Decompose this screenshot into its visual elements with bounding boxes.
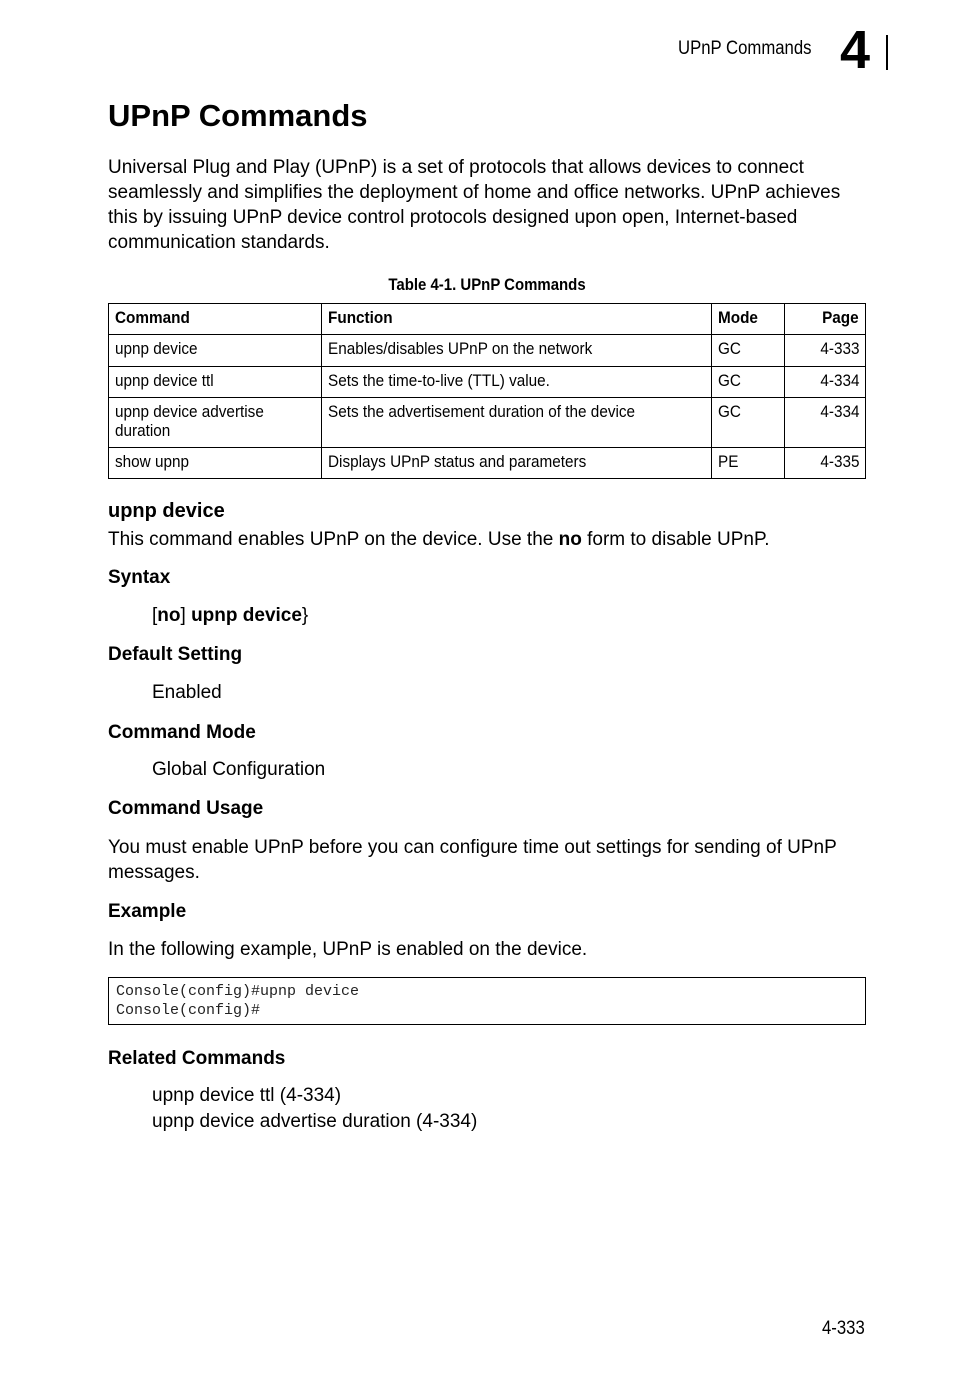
cell-command: upnp device ttl — [109, 367, 322, 398]
command-mode-heading: Command Mode — [108, 722, 256, 743]
table-row — [109, 398, 866, 448]
col-header-function: Function — [322, 304, 712, 335]
intro-paragraph: Universal Plug and Play (UPnP) is a set of protocols that allows devices to connect seamlessly and simplifies the deployment of home and office networks. UPnP achieves this by issuing UPnP device control protocols designed upon open, Internet-based communication standards. — [108, 157, 841, 253]
related-command-item: upnp device advertise duration (4-334) — [152, 1111, 478, 1132]
col-header-page: Page — [785, 304, 866, 335]
chapter-rule — [886, 35, 888, 70]
table-row — [109, 335, 866, 367]
table-header-row — [109, 304, 866, 335]
related-command-item: upnp device ttl (4-334) — [152, 1085, 342, 1106]
header-section-title: UPnP Commands — [678, 38, 812, 59]
example-intro: In the following example, UPnP is enabled on the device. — [108, 939, 588, 960]
command-description: This command enables UPnP on the device. Use the no form to disable UPnP. — [108, 529, 770, 550]
table-caption: Table 4-1. UPnP Commands — [388, 275, 586, 294]
default-setting-heading: Default Setting — [108, 644, 243, 665]
cell-mode: PE — [712, 448, 785, 479]
table-row — [109, 448, 866, 479]
example-code-block — [108, 977, 866, 1025]
example-heading: Example — [108, 901, 187, 922]
cell-command: show upnp — [109, 448, 322, 479]
cell-mode: GC — [712, 335, 785, 367]
commands-table — [108, 303, 866, 479]
cell-mode: GC — [712, 398, 785, 448]
cell-page: 4-334 — [785, 398, 866, 448]
cell-page: 4-335 — [785, 448, 866, 479]
code-line: Console(config)# — [116, 1002, 261, 1019]
cell-function: Sets the advertisement duration of the device — [322, 398, 712, 448]
command-mode-value: Global Configuration — [152, 759, 326, 780]
cell-function: Displays UPnP status and parameters — [322, 448, 712, 479]
command-usage-text: You must enable UPnP before you can configure time out settings for sending of UPnP messages. — [108, 837, 837, 883]
syntax-heading: Syntax — [108, 567, 171, 588]
table-row — [109, 367, 866, 398]
related-commands-heading: Related Commands — [108, 1048, 286, 1069]
cell-function: Enables/disables UPnP on the network — [322, 335, 712, 367]
syntax-line: [no] upnp device} — [152, 605, 309, 626]
cell-function: Sets the time-to-live (TTL) value. — [322, 367, 712, 398]
no-keyword: no — [558, 529, 582, 550]
cell-command: upnp device — [109, 335, 322, 367]
default-setting-value: Enabled — [152, 682, 222, 703]
command-heading: upnp device — [108, 500, 225, 522]
chapter-number: 4 — [840, 20, 871, 80]
cell-page: 4-334 — [785, 367, 866, 398]
cell-page: 4-333 — [785, 335, 866, 367]
col-header-command: Command — [109, 304, 322, 335]
cell-command: upnp device advertise duration — [109, 398, 322, 448]
page-title: UPnP Commands — [108, 98, 368, 133]
command-usage-heading: Command Usage — [108, 798, 264, 819]
page-number: 4-333 — [822, 1318, 865, 1339]
code-line: Console(config)#upnp device — [116, 983, 360, 1000]
cell-mode: GC — [712, 367, 785, 398]
col-header-mode: Mode — [712, 304, 785, 335]
